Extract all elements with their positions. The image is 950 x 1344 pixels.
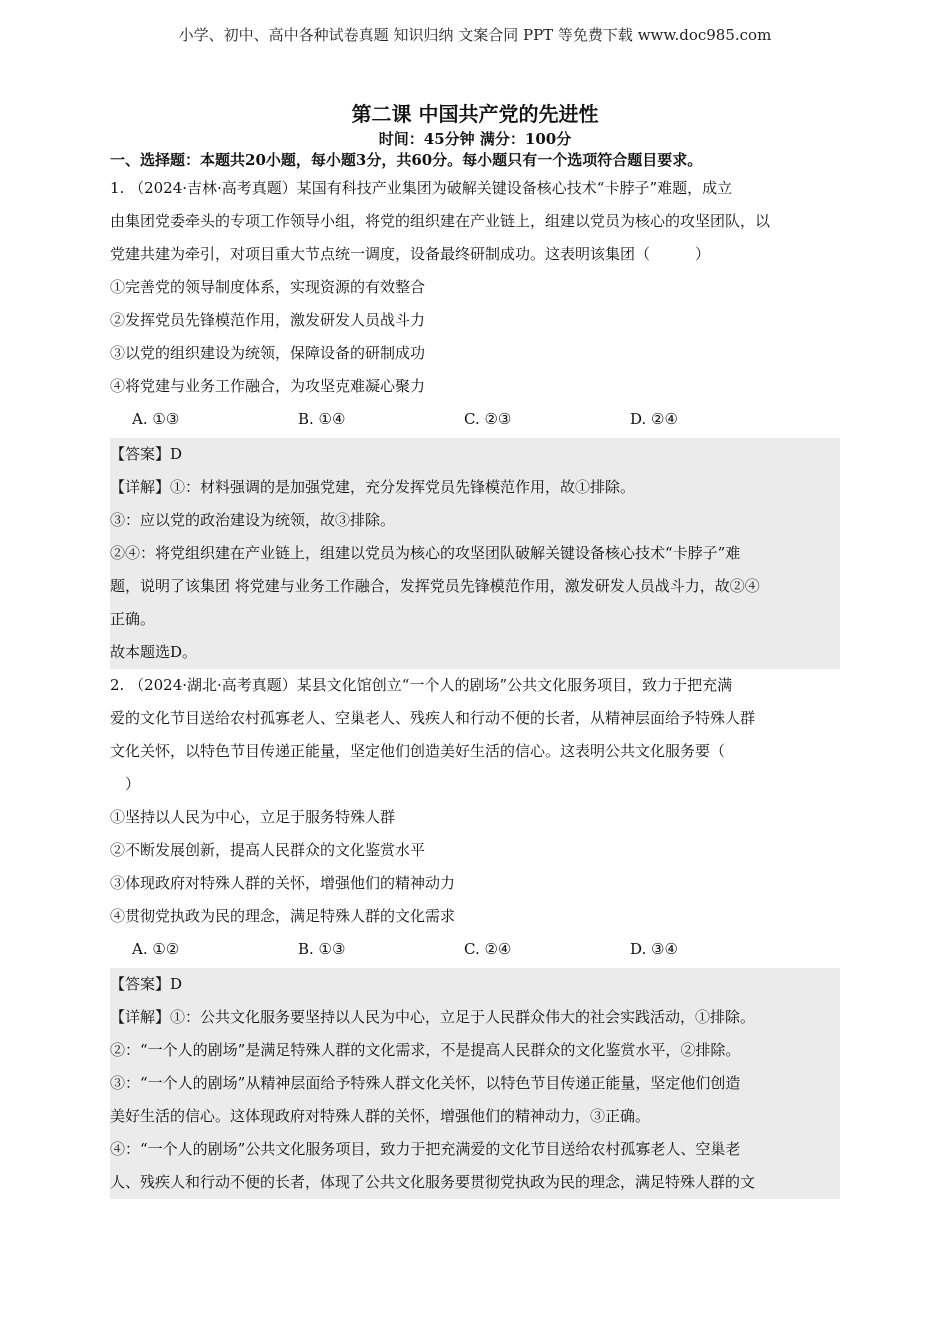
detail-line: 【详解】①：材料强调的是加强党建，充分发挥党员先锋模范作用，故①排除。 [110,478,636,496]
option-c: C. ②④ [464,940,512,958]
detail-line: ④：“一个人的剧场”公共文化服务项目，致力于把充满爱的文化节目送给农村孤寡老人、空巢老 [110,1140,741,1158]
detail-line: 题，说明了该集团 将党建与业务工作融合，发挥党员先锋模范作用，激发研发人员战斗力，故②④ [110,577,760,595]
question-text: 党建共建为牵引，对项目重大节点统一调度，设备最终研制成功。这表明该集团（ ） [110,245,711,263]
question-text: 2. （2024·湖北·高考真题）某县文化馆创立“一个人的剧场”公共文化服务项目，致力于把充满 [110,676,733,694]
section-heading: 一、选择题：本题共20小题，每小题3分，共60分。每小题只有一个选项符合题目要求。 [110,151,703,169]
question-2 [110,669,840,1199]
statement: ④贯彻党执政为民的理念，满足特殊人群的文化需求 [110,907,456,925]
answer-options [110,403,840,436]
detail-line: 正确。 [110,610,156,628]
option-d: D. ③④ [630,940,678,958]
detail-line: ③：“一个人的剧场”从精神层面给予特殊人群文化关怀，以特色节目传递正能量，坚定他们创造 [110,1074,741,1092]
question-text: 由集团党委牵头的专项工作领导小组，将党的组织建在产业链上，组建以党员为核心的攻坚团队，以 [110,212,771,230]
option-d: D. ②④ [630,410,678,428]
detail-line: 【详解】①：公共文化服务要坚持以人民为中心，立足于人民群众伟大的社会实践活动，①排除。 [110,1008,756,1026]
option-a: A. ①③ [132,410,180,428]
page-title: 第二课 中国共产党的先进性 [351,102,599,126]
answer-label: 【答案】D [110,445,183,463]
statement: ①完善党的领导制度体系，实现资源的有效整合 [110,278,426,296]
option-b: B. ①③ [298,940,346,958]
detail-line: 美好生活的信心。这体现政府对特殊人群的关怀，增强他们的精神动力，③正确。 [110,1107,651,1125]
statement: ②发挥党员先锋模范作用，激发研发人员战斗力 [110,311,426,329]
detail-line: ②：“一个人的剧场”是满足特殊人群的文化需求，不是提高人民群众的文化鉴赏水平，②排除。 [110,1041,741,1059]
detail-line: 故本题选D。 [110,643,198,661]
question-text: 1. （2024·吉林·高考真题）某国有科技产业集团为破解关键设备核心技术“卡脖子”难题，成立 [110,179,733,197]
statement: ③以党的组织建设为统领，保障设备的研制成功 [110,344,426,362]
statement: ③体现政府对特殊人群的关怀，增强他们的精神动力 [110,874,456,892]
option-b: B. ①④ [298,410,346,428]
question-text: 爱的文化节目送给农村孤寡老人、空巢老人、残疾人和行动不便的长者，从精神层面给予特殊人群 [110,709,756,727]
statement: ④将党建与业务工作融合，为攻坚克难凝心聚力 [110,377,426,395]
detail-line: 人、残疾人和行动不便的长者，体现了公共文化服务要贯彻党执政为民的理念，满足特殊人群的文 [110,1173,756,1191]
question-text: ） [110,775,141,793]
question-1 [110,172,840,669]
document-body [110,148,840,1199]
detail-line: ②④：将党组织建在产业链上，组建以党员为核心的攻坚团队破解关键设备核心技术“卡脖子”难 [110,544,741,562]
statement: ①坚持以人民为中心，立足于服务特殊人群 [110,808,396,826]
answer-explanation [110,438,840,669]
answer-label: 【答案】D [110,975,183,993]
question-text: 文化关怀，以特色节目传递正能量，坚定他们创造美好生活的信心。这表明公共文化服务要（ [110,742,726,760]
option-a: A. ①② [132,940,180,958]
answer-explanation [110,968,840,1199]
detail-line: ③：应以党的政治建设为统领，故③排除。 [110,511,396,529]
page-header: 小学、初中、高中各种试卷真题 知识归纳 文案合同 PPT 等免费下载 www.doc985.com [178,26,772,44]
answer-options [110,933,840,966]
exam-info: 时间：45分钟 满分：100分 [378,130,572,148]
option-c: C. ②③ [464,410,512,428]
statement: ②不断发展创新，提高人民群众的文化鉴赏水平 [110,841,426,859]
